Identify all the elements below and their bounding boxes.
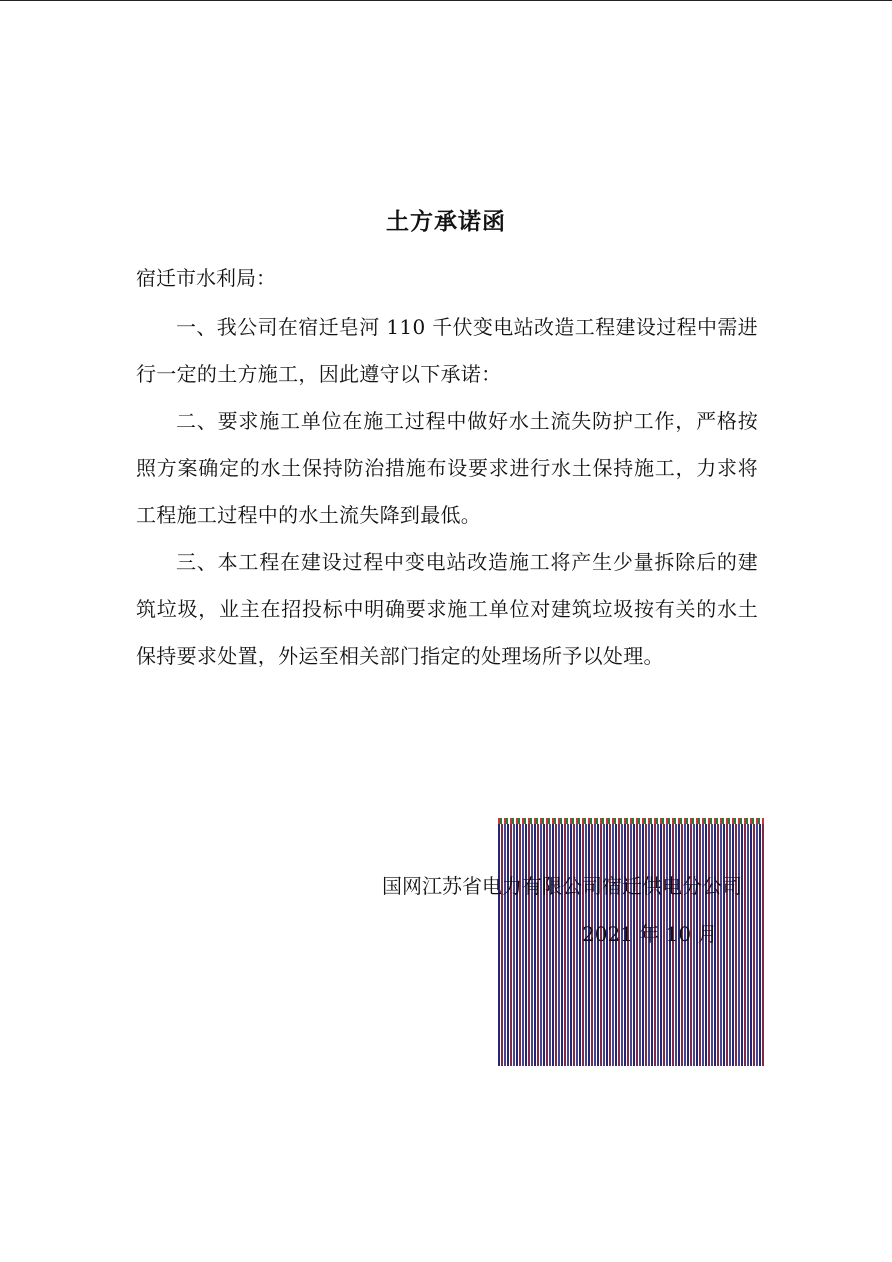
document-title: 土方承诺函 [386,208,506,235]
salutation: 宿迁市水利局： [136,266,276,290]
paragraph-3: 三、本工程在建设过程中变电站改造施工将产生少量拆除后的建筑垃圾，业主在招投标中明确要求施工单位对建筑垃圾按有关的水土保持要求处置，外运至相关部门指定的处理场所予以处理。 [136,550,758,668]
signer-name: 国网江苏省电力有限公司宿迁供电分公司 [382,874,742,898]
paragraph-2: 二、要求施工单位在施工过程中做好水土流失防护工作，严格按照方案确定的水土保持防治措施布设要求进行水土保持施工，力求将工程施工过程中的水土流失降到最低。 [136,409,758,527]
signature-date: 2021 年 10 月 [582,922,718,946]
paragraph-1: 一、我公司在宿迁皂河 110 千伏变电站改造工程建设过程中需进行一定的土方施工，因此遵守以下承诺： [136,315,758,386]
seal-top-edge [498,818,764,824]
